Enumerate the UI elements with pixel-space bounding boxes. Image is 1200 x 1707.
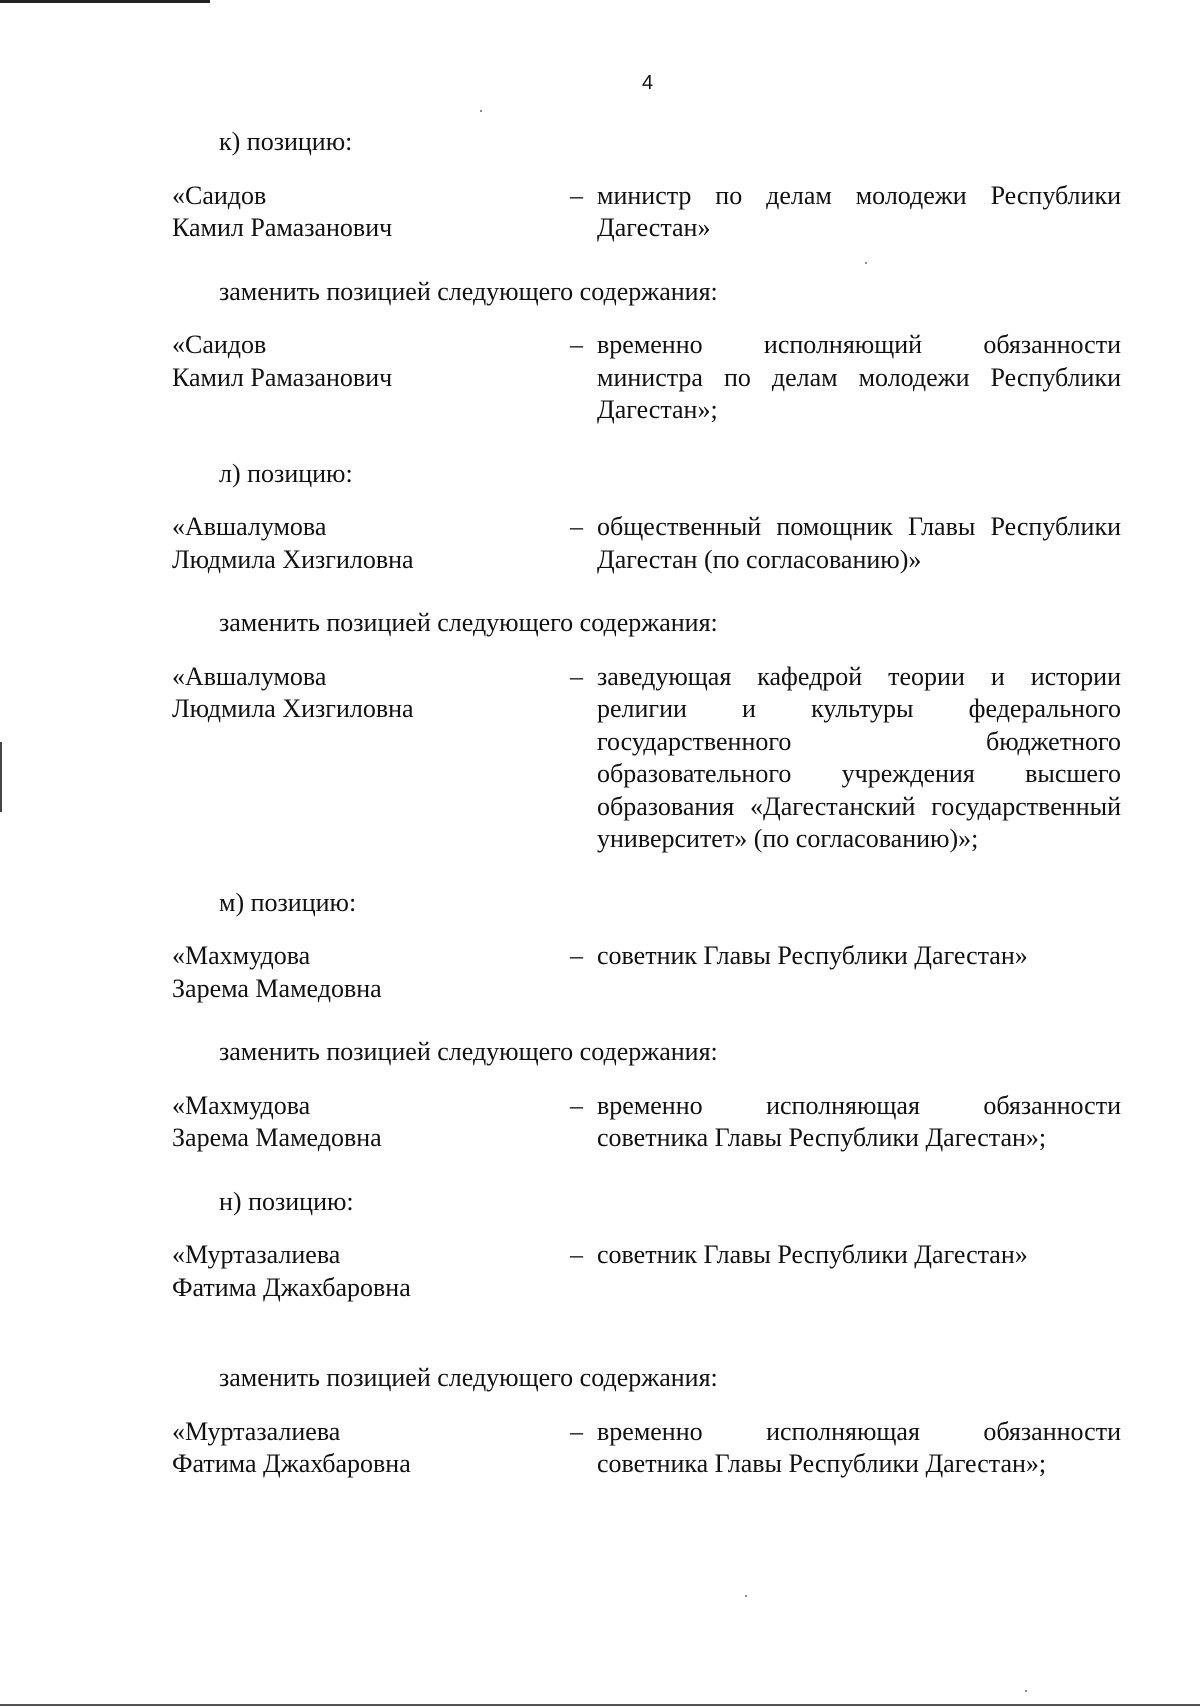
person-name [172, 1239, 570, 1304]
position-entry [172, 180, 1122, 245]
position-entry [172, 1239, 1122, 1304]
person-role: советник Главы Республики Дагестан» [597, 941, 1028, 970]
person-surname: «Авшалумова [172, 661, 327, 691]
entry-dash: – [570, 1090, 583, 1120]
scan-edge-mark [0, 742, 2, 812]
section-lead: заменить позицией следующего содержания: [219, 1363, 718, 1392]
person-surname: «Муртазалиева [172, 1240, 341, 1269]
person-given-names: Фатима Джахбаровна [172, 1272, 411, 1302]
person-given-names: Людмила Хизгиловна [172, 694, 414, 723]
person-surname: «Махмудова [172, 1090, 311, 1120]
position-entry [172, 511, 1122, 576]
person-role: советник Главы Республики Дагестан» [597, 1240, 1028, 1269]
person-name [172, 1090, 570, 1155]
person-name [172, 661, 570, 856]
person-name [172, 1416, 570, 1481]
entry-dash: – [570, 1240, 583, 1269]
person-surname: «Муртазалиева [172, 1416, 341, 1446]
page-number: 4 [641, 72, 654, 94]
section-lead: н) позицию: [219, 1186, 354, 1216]
person-name [172, 511, 570, 576]
entry-dash: – [570, 941, 583, 970]
person-surname: «Авшалумова [172, 512, 327, 541]
person-given-names: Зарема Мамедовна [172, 1123, 382, 1152]
section-lead: л) позицию: [219, 458, 353, 488]
person-role: временно исполняющий обязанности министра по делам молодежи Республики Дагестан»; [597, 330, 1121, 424]
entry-dash: – [570, 330, 583, 359]
section-lead: к) позицию: [219, 127, 353, 156]
section-lead: заменить позицией следующего содержания: [219, 276, 718, 306]
document-body [172, 126, 1122, 1512]
person-surname: «Саидов [172, 330, 267, 359]
person-name [172, 940, 570, 1005]
scan-speck [745, 1595, 747, 1597]
entry-dash: – [570, 1416, 583, 1446]
entry-dash: – [570, 180, 583, 210]
person-given-names: Камил Рамазанович [172, 213, 393, 242]
scan-edge-top [0, 0, 210, 3]
person-surname: «Махмудова [172, 941, 311, 970]
scan-edge-bottom [0, 1704, 1200, 1706]
person-name [172, 329, 570, 427]
entry-dash: – [570, 512, 583, 541]
person-given-names: Людмила Хизгиловна [172, 544, 414, 574]
person-role: временно исполняющая обязанности советника Главы Республики Дагестан»; [597, 1416, 1121, 1478]
person-surname: «Саидов [172, 180, 267, 210]
entry-dash: – [570, 661, 583, 691]
person-role: министр по делам молодежи Республики Дагестан» [597, 180, 1121, 242]
section-lead: м) позицию: [219, 887, 357, 917]
person-given-names: Зарема Мамедовна [172, 973, 382, 1003]
person-given-names: Камил Рамазанович [172, 362, 393, 392]
position-entry [172, 1090, 1122, 1155]
person-role: общественный помощник Главы Республики Дагестан (по согласованию)» [597, 512, 1121, 574]
position-entry [172, 1416, 1122, 1481]
position-entry [172, 329, 1122, 427]
section-lead: заменить позицией следующего содержания: [219, 608, 718, 637]
person-role: временно исполняющая обязанности советника Главы Республики Дагестан»; [597, 1090, 1121, 1152]
position-entry [172, 661, 1122, 856]
section-lead: заменить позицией следующего содержания: [219, 1037, 718, 1066]
person-role: заведующая кафедрой теории и истории религии и культуры федерального государственного бюджетного образовательного учреждения высшего образования «Дагестанский государственный университет» (по согласованию)»; [597, 661, 1121, 853]
position-entry [172, 940, 1122, 1005]
person-given-names: Фатима Джахбаровна [172, 1449, 411, 1478]
person-name [172, 180, 570, 245]
scan-speck [1025, 1690, 1027, 1692]
scan-speck [480, 110, 482, 112]
